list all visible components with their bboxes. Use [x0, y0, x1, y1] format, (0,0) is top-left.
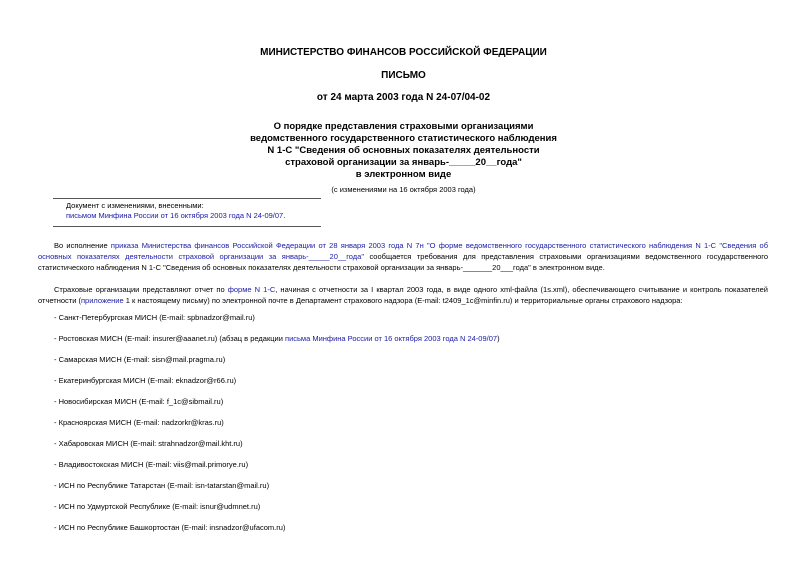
title-line-2: ведомственного государственного статистического наблюдения	[250, 133, 557, 144]
order-7n-link[interactable]: приказа Министерства финансов Российской Федерации от 28 января 2003 года N 7н "О форме ведомственного государственного статистического наблюдения N 1-С "Сведения об основных показателях деятельности страховой организации за январь-_____20__года"	[38, 241, 769, 261]
paragraph-1-text-b: сообщается требования для представления страховыми организациями ведомственного государственного статистического наблюдения N 1-С "Сведения об основных показателях деятельности страховой организации за январь-_______20___года" в электронном виде.	[38, 252, 769, 272]
changes-box-top-rule	[53, 198, 321, 199]
paragraph-1	[38, 240, 768, 273]
appendix-link[interactable]: приложение	[80, 296, 124, 305]
title-line-1: О порядке представления страховыми организациями	[273, 121, 534, 132]
changes-document-link[interactable]: письмом Минфина России от 16 октября 2003 года N 24-09/07	[66, 211, 284, 220]
paragraph-2	[38, 284, 768, 306]
list-item: - Владивостокская МИСН (E-mail: viis@mail.primorye.ru)	[54, 460, 249, 469]
list-item: - Красноярская МИСН (E-mail: nadzorkr@kras.ru)	[54, 418, 224, 427]
form-1c-link[interactable]: форме N 1-С	[227, 285, 276, 294]
paragraph-2-text-a: Страховые организации представляют отчет по	[54, 285, 228, 294]
list-item: - Новосибирская МИСН (E-mail: f_1c@sibmail.ru)	[54, 397, 224, 406]
document-date-number: от 24 марта 2003 года N 24-07/04-02	[316, 92, 491, 103]
changes-box-label: Документ с изменениями, внесенными:	[66, 201, 204, 210]
list-item	[54, 334, 500, 343]
list-item: - Санкт-Петербургская МИСН (E-mail: spbnadzor@mail.ru)	[54, 313, 255, 322]
list-item: - Самарская МИСН (E-mail: sisn@mail.pragma.ru)	[54, 355, 226, 364]
title-line-5: в электронном виде	[355, 169, 452, 180]
amendment-link[interactable]: письма Минфина России от 16 октября 2003 года N 24-09/07	[285, 334, 498, 343]
ministry-heading: МИНИСТЕРСТВО ФИНАНСОВ РОССИЙСКОЙ ФЕДЕРАЦИИ	[260, 47, 547, 58]
list-item-close-paren: )	[497, 334, 500, 343]
document-type: ПИСЬМО	[381, 70, 426, 81]
title-line-3: N 1-С "Сведения об основных показателях деятельности	[267, 145, 540, 156]
list-item: - ИСН по Республике Башкортостан (E-mail: insnadzor@ufacom.ru)	[54, 523, 286, 532]
list-item: - ИСН по Удмуртской Республике (E-mail: isnur@udmnet.ru)	[54, 502, 261, 511]
amendment-note: (с изменениями на 16 октября 2003 года)	[331, 185, 476, 194]
list-item: - Екатеринбургская МИСН (E-mail: eknadzor@r66.ru)	[54, 376, 237, 385]
changes-box-bottom-rule	[53, 226, 321, 227]
title-line-4: страховой организации за январь-_____20__года"	[285, 157, 522, 168]
changes-link-period: .	[283, 211, 286, 220]
paragraph-1-text-a: Во исполнение	[54, 241, 111, 250]
list-item: - ИСН по Республике Татарстан (E-mail: isn-tatarstan@mail.ru)	[54, 481, 270, 490]
paragraph-2-text-b: , начиная с отчетности за I квартал 2003 года, в виде одного xml-файла (1s.xml), обеспечивающего считывание и контроль показателей отчетности (	[38, 285, 768, 305]
changes-box-line	[66, 211, 285, 221]
paragraph-2-text-c: 1 к настоящему письму) по электронной почте в Департамент страхового надзора (E-mail: t2409_1c@minfin.ru) и территориальные органы страхового надзора:	[123, 296, 683, 305]
list-item-text: - Ростовская МИСН (E-mail: insurer@aaanet.ru) (абзац в редакции	[54, 334, 286, 343]
list-item: - Хабаровская МИСН (E-mail: strahnadzor@mail.kht.ru)	[54, 439, 243, 448]
